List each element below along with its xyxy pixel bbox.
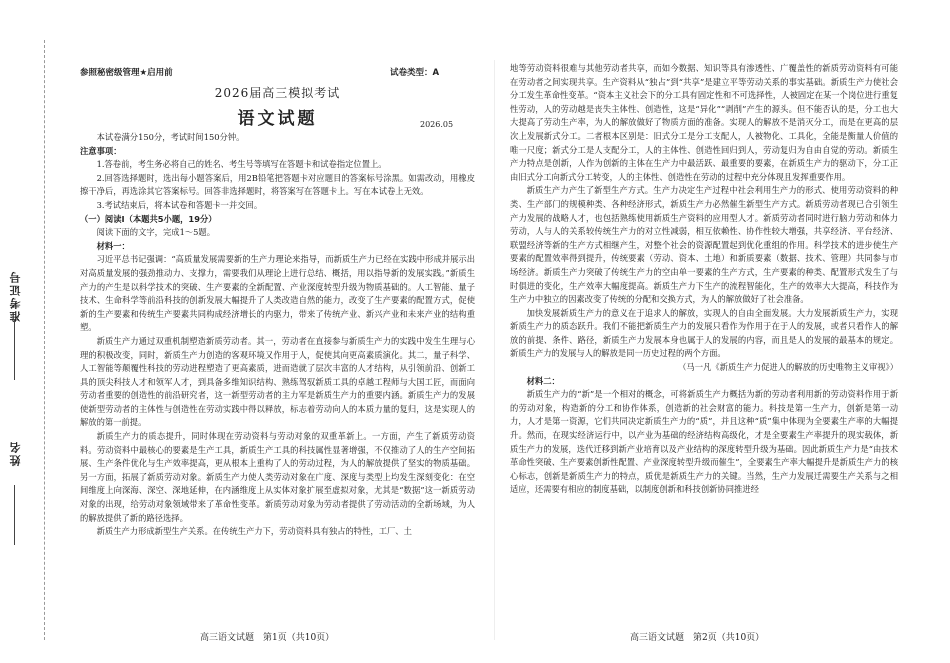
binding-dashed-line (44, 40, 45, 640)
page-1-body (80, 131, 475, 539)
exam-date: 2026.05 (420, 120, 454, 129)
exam-title: 2026届高三模拟考试 (214, 86, 341, 100)
section-heading: （一）阅读Ⅰ（本题共5小题，19分） (80, 213, 217, 224)
page-2-body (510, 62, 898, 497)
binding-strip (0, 0, 60, 663)
notice-item: 2.回答选择题时，选出每小题答案后，用2B铅笔把答题卡对应题目的答案标号涂黑。如需改动，用橡皮擦干净后，再选涂其它答案标号。回答非选择题时，将答案写在答题卡上。写在本试卷上无效。 (80, 172, 475, 197)
admission-number-label: 准考证号 (9, 270, 22, 322)
intro-text: 本试卷满分150分，考试时间150分钟。 (96, 132, 245, 142)
page-1-footer: 高三语文试题 第1页（共10页） (200, 633, 335, 643)
paragraph: 新质生产力的质态提升，同时体现在劳动资料与劳动对象的双重革新上。一方面，产生了新质劳动资料。劳动资料中最核心的要素是生产工具，新质生产工具的科技属性显著增强，不仅推动了人的生产空间拓展、生产条件优化与生产效率提高，更从根本上重构了人的劳动过程，为人的解放提供了坚实的物质基础。另一方面，拓展了新质劳动对象。新质生产力使人类劳动对象在广度、深度与类型上均发生深刻变化：在空间维度上向深海、深空、深地延伸，在内涵维度上从实体对象扩展至虚拟对象，尤其是“数据”这一新质劳动对象的出现，给劳动对象领域带来了革命性变革。新质劳动对象为劳动者提供了劳动活动的全新场域，为人的解放提供了新的路径选择。 (80, 431, 475, 523)
admission-number-line (14, 320, 15, 380)
name-label: 姓名 (9, 440, 22, 466)
instruction-text: 阅读下面的文字，完成1～5题。 (96, 227, 216, 238)
paper-type-header: 试卷类型：A (390, 68, 440, 78)
column-divider (494, 60, 495, 640)
notice-item: 1.答卷前，考生务必将自己的姓名、考生号等填写在答题卡和试卷指定位置上。 (96, 159, 387, 170)
material-1-label: 材料一： (96, 240, 130, 251)
paragraph: 新质生产力的“新”是一个相对的概念，可将新质生产力概括为新的劳动者利用新的劳动资料作用于新的劳动对象，构造新的分工和协作体系，创造新的社会财富的能力。科技是第一生产力，创新是第一动力，人才是第一资源，它们共同决定新质生产力的“质”，并且这种“质”集中体现为全要素生产率的大幅提升。然而，在现实经济运行中，以产业为基础的经济结构高级化，才是全要素生产率提升的现实载体，新质生产力的发展，迭代迁移到新产业培育以及产业结构的深度转型升级为基础。因此新质生产力是“由技术革命性突破、生产要素创新性配置、产业深度转型升级而催生”，全要素生产率大幅提升是新质生产力的核心标志，创新是新质生产力的特点，质优是新质生产力的关键。当然，生产力发展迁需要生产关系与之相适应，还需要有相应的制度基础，以制度创新和科技创新协同推进经 (510, 389, 898, 495)
paragraph: 新质生产力产生了新型生产方式。生产力决定生产过程中社会利用生产力的形式、使用劳动资料的种类、生产部门的规模种类、各种经济形式，新质生产力必然催生新型生产方式。新质劳动者现已合引领生产力发展的战略人才，也包括熟练使用新质生产资料的应用型人才。新质劳动者同时进行脑力劳动和体力劳动，人与人的关系较传统生产力的对立性减弱，相互依赖性、协作性较大增强，共享经济、平台经济、联盟经济等新的生产方式相继产生，对整个社会的资源配置起到优化重组的作用。科学技术的进步使生产要素的配置效率得到提升，传统要素（劳动、资本、土地）和新质要素（数据、技术、管理）共同参与市场经济。新质生产力突破了传统生产力的空由单一要素的生产方式，生产要素的种类、配置形式发生了与时俱进的变化，生产效率大幅度提高。新质生产力下生产的流程智能化，生产的效率大大提高，科技作为生产力中独立的因素改变了传统的分配和交换方式，为人的解放做好了社会准备。 (510, 185, 898, 305)
notice-heading: 注意事项： (80, 145, 122, 156)
paragraph: 加快发展新质生产力的意义在于追求人的解放，实现人的自由全面发展。大力发展新质生产力，实现新质生产力的质态跃升。我们不能把新质生产力的发展只看作为作用于在于人的发展，或者只看作人的解放的前提、条件、路径，新质生产力发展本身也属于人的发展的内容，而且是人的发展的最基本的规定。新质生产力的发展与人的解放是同一历史过程的两个方面。 (510, 307, 898, 359)
confidential-header: 参照秘密级管理★启用前 (80, 68, 173, 78)
paragraph: 习近平总书记强调：“高质量发展需要新的生产力理论来指导，而新质生产力已经在实践中形成并展示出对高质量发展的强劲推动力、支撑力，需要我们从理论上进行总结、概括，用以指导新的发展实践。”新质生产力的产生是以科学技术的突破、生产要素的全新配置、产业深度转型升级为物质基础的。人工智能、量子技术、生命科学等前沿科技的创新发展大幅提升了人类改造自然的能力，改变了生产要素的配置方式，促使新的生产要素和传统生产要素共同构成经济增长的内驱力，带来了传统产业、新兴产业和未来产业的结构重塑。 (80, 254, 475, 333)
page-2-footer: 高三语文试题 第2页（共10页） (630, 633, 765, 643)
name-line (14, 485, 15, 545)
citation: （马一凡《新质生产力促进人的解放的历史唯物主义审视》） (678, 362, 898, 373)
paragraph: 地等劳动资料很难与其他劳动者共享，而如今数据、知识等具有渗透性、广覆盖性的新质劳动资料有可能在劳动者之间实现共享。生产资料从“独占”到“共享”是建立平等劳动关系的事实基础。新质生产力使社会分工发生革命性变革。“资本主义社会下的分工具有固定性和不可选择性，人被固定在某一个岗位进行重复性劳动，人的劳动越是丧失主体性、创造性，这是“异化”“剥削”产生的源头。但不能否认的是，分工也大大提高了劳动生产率，为人的解放做好了物质方面的准备。实现人的解放不是消灭分工，而是在更高的层次上发展新式分工。二者根本区别是：旧式分工是分工支配人，人被物化、工具化，全能是衡量人价值的唯一尺度；新式分工是人支配分工，人的主体性、创造性回归到人，劳动复归为自由自觉的劳动。新质生产力特点是创新，人作为创新的主体在生产力中最活跃、最重要的要素，在新质生产力的驱动下，分工正由旧式分工向新式分工转变，人的主体性、创造性在劳动的过程中充分体现且发挥重要作用。 (510, 63, 898, 182)
paragraph: 新质生产力通过双重机制塑造新质劳动者。其一，劳动者在直接参与新质生产力的实践中发生生理与心理的积极改变，同时，新质生产力创造的客观环境又作用于人，促使其向更高素质演化。其二，量子科学、人工智能等颠覆性科技的劳动进程塑造了更高素质，进而造就了层次丰富的人才结构，从引领前沿、创新工具的顶尖科技人才和领军人才，到具备多维知识结构、熟练驾驭新质工具的卓越工程师与大国工匠，而面向劳动者重要的创造性的前沿研究者，这一新型劳动者的主力军是新质生产力的重要内涵。新质生产力的发展使新型劳动者的主体性与创造性在劳动实践中得以释放，标志着劳动向人的本质力量的复归，这是实现人的解放的第一前提。 (80, 335, 475, 428)
page-title: 语文试题 (237, 109, 318, 129)
material-2-label: 材料二： (526, 375, 560, 386)
paragraph: 新质生产力形成新型生产关系。在传统生产力下，劳动资料具有独占的特性，工厂、土 (96, 526, 412, 537)
notice-item: 3.考试结束后，将本试卷和答题卡一并交回。 (96, 199, 263, 210)
